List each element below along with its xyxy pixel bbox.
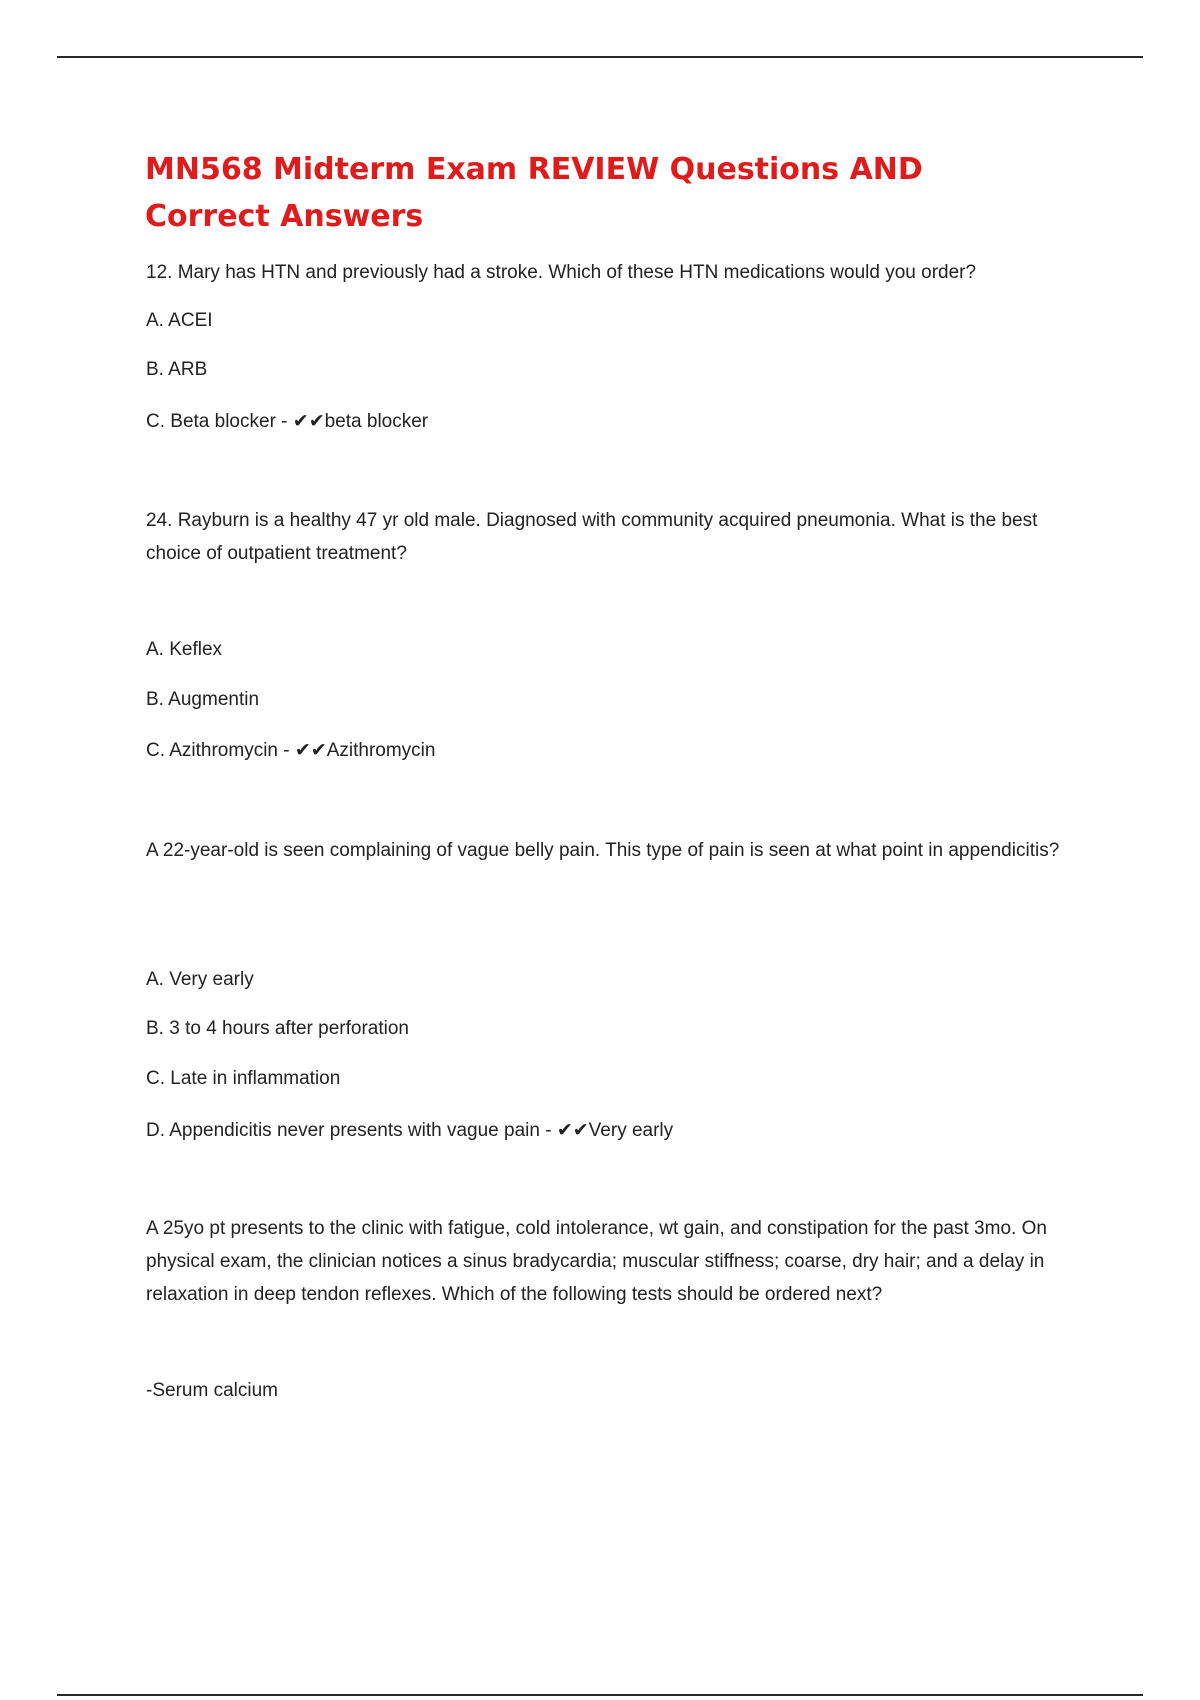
question-1-option-a: A. ACEI (146, 310, 213, 331)
document-title: MN568 Midterm Exam REVIEW Questions AND Correct Answers (145, 152, 923, 234)
question-2-option-b: B. Augmentin (146, 689, 260, 710)
question-3-option-d-answer: D. Appendicitis never presents with vague pain - ✔✔Very early (146, 1120, 674, 1141)
question-1-stem: 12. Mary has HTN and previously had a stroke. Which of these HTN medications would you order? (146, 262, 977, 283)
question-4-stem: A 25yo pt presents to the clinic with fatigue, cold intolerance, wt gain, and constipation for the past 3mo. On physical exam, the clinician notices a sinus bradycardia; muscular stiffness; coarse, dry hair; and a delay in relaxation in deep tendon reflexes. Which of the following tests should be ordered next? (146, 1218, 1047, 1305)
question-1-option-c-answer: C. Beta blocker - ✔✔beta blocker (146, 411, 429, 432)
question-3-option-c: C. Late in inflammation (146, 1068, 341, 1089)
question-2-option-c-answer: C. Azithromycin - ✔✔Azithromycin (146, 740, 436, 761)
question-3-stem: A 22-year-old is seen complaining of vague belly pain. This type of pain is seen at what point in appendicitis? (146, 840, 1060, 861)
question-4-option-1: -Serum calcium (146, 1380, 278, 1401)
question-3-option-b: B. 3 to 4 hours after perforation (146, 1018, 409, 1039)
header-rule (57, 56, 1143, 58)
footer-rule (57, 1694, 1143, 1696)
question-3-option-a: A. Very early (146, 969, 254, 990)
question-1-option-b: B. ARB (146, 359, 208, 380)
question-2-stem: 24. Rayburn is a healthy 47 yr old male. Diagnosed with community acquired pneumonia. What is the best choice of outpatient treatment? (146, 510, 1038, 564)
question-2-option-a: A. Keflex (146, 639, 223, 660)
